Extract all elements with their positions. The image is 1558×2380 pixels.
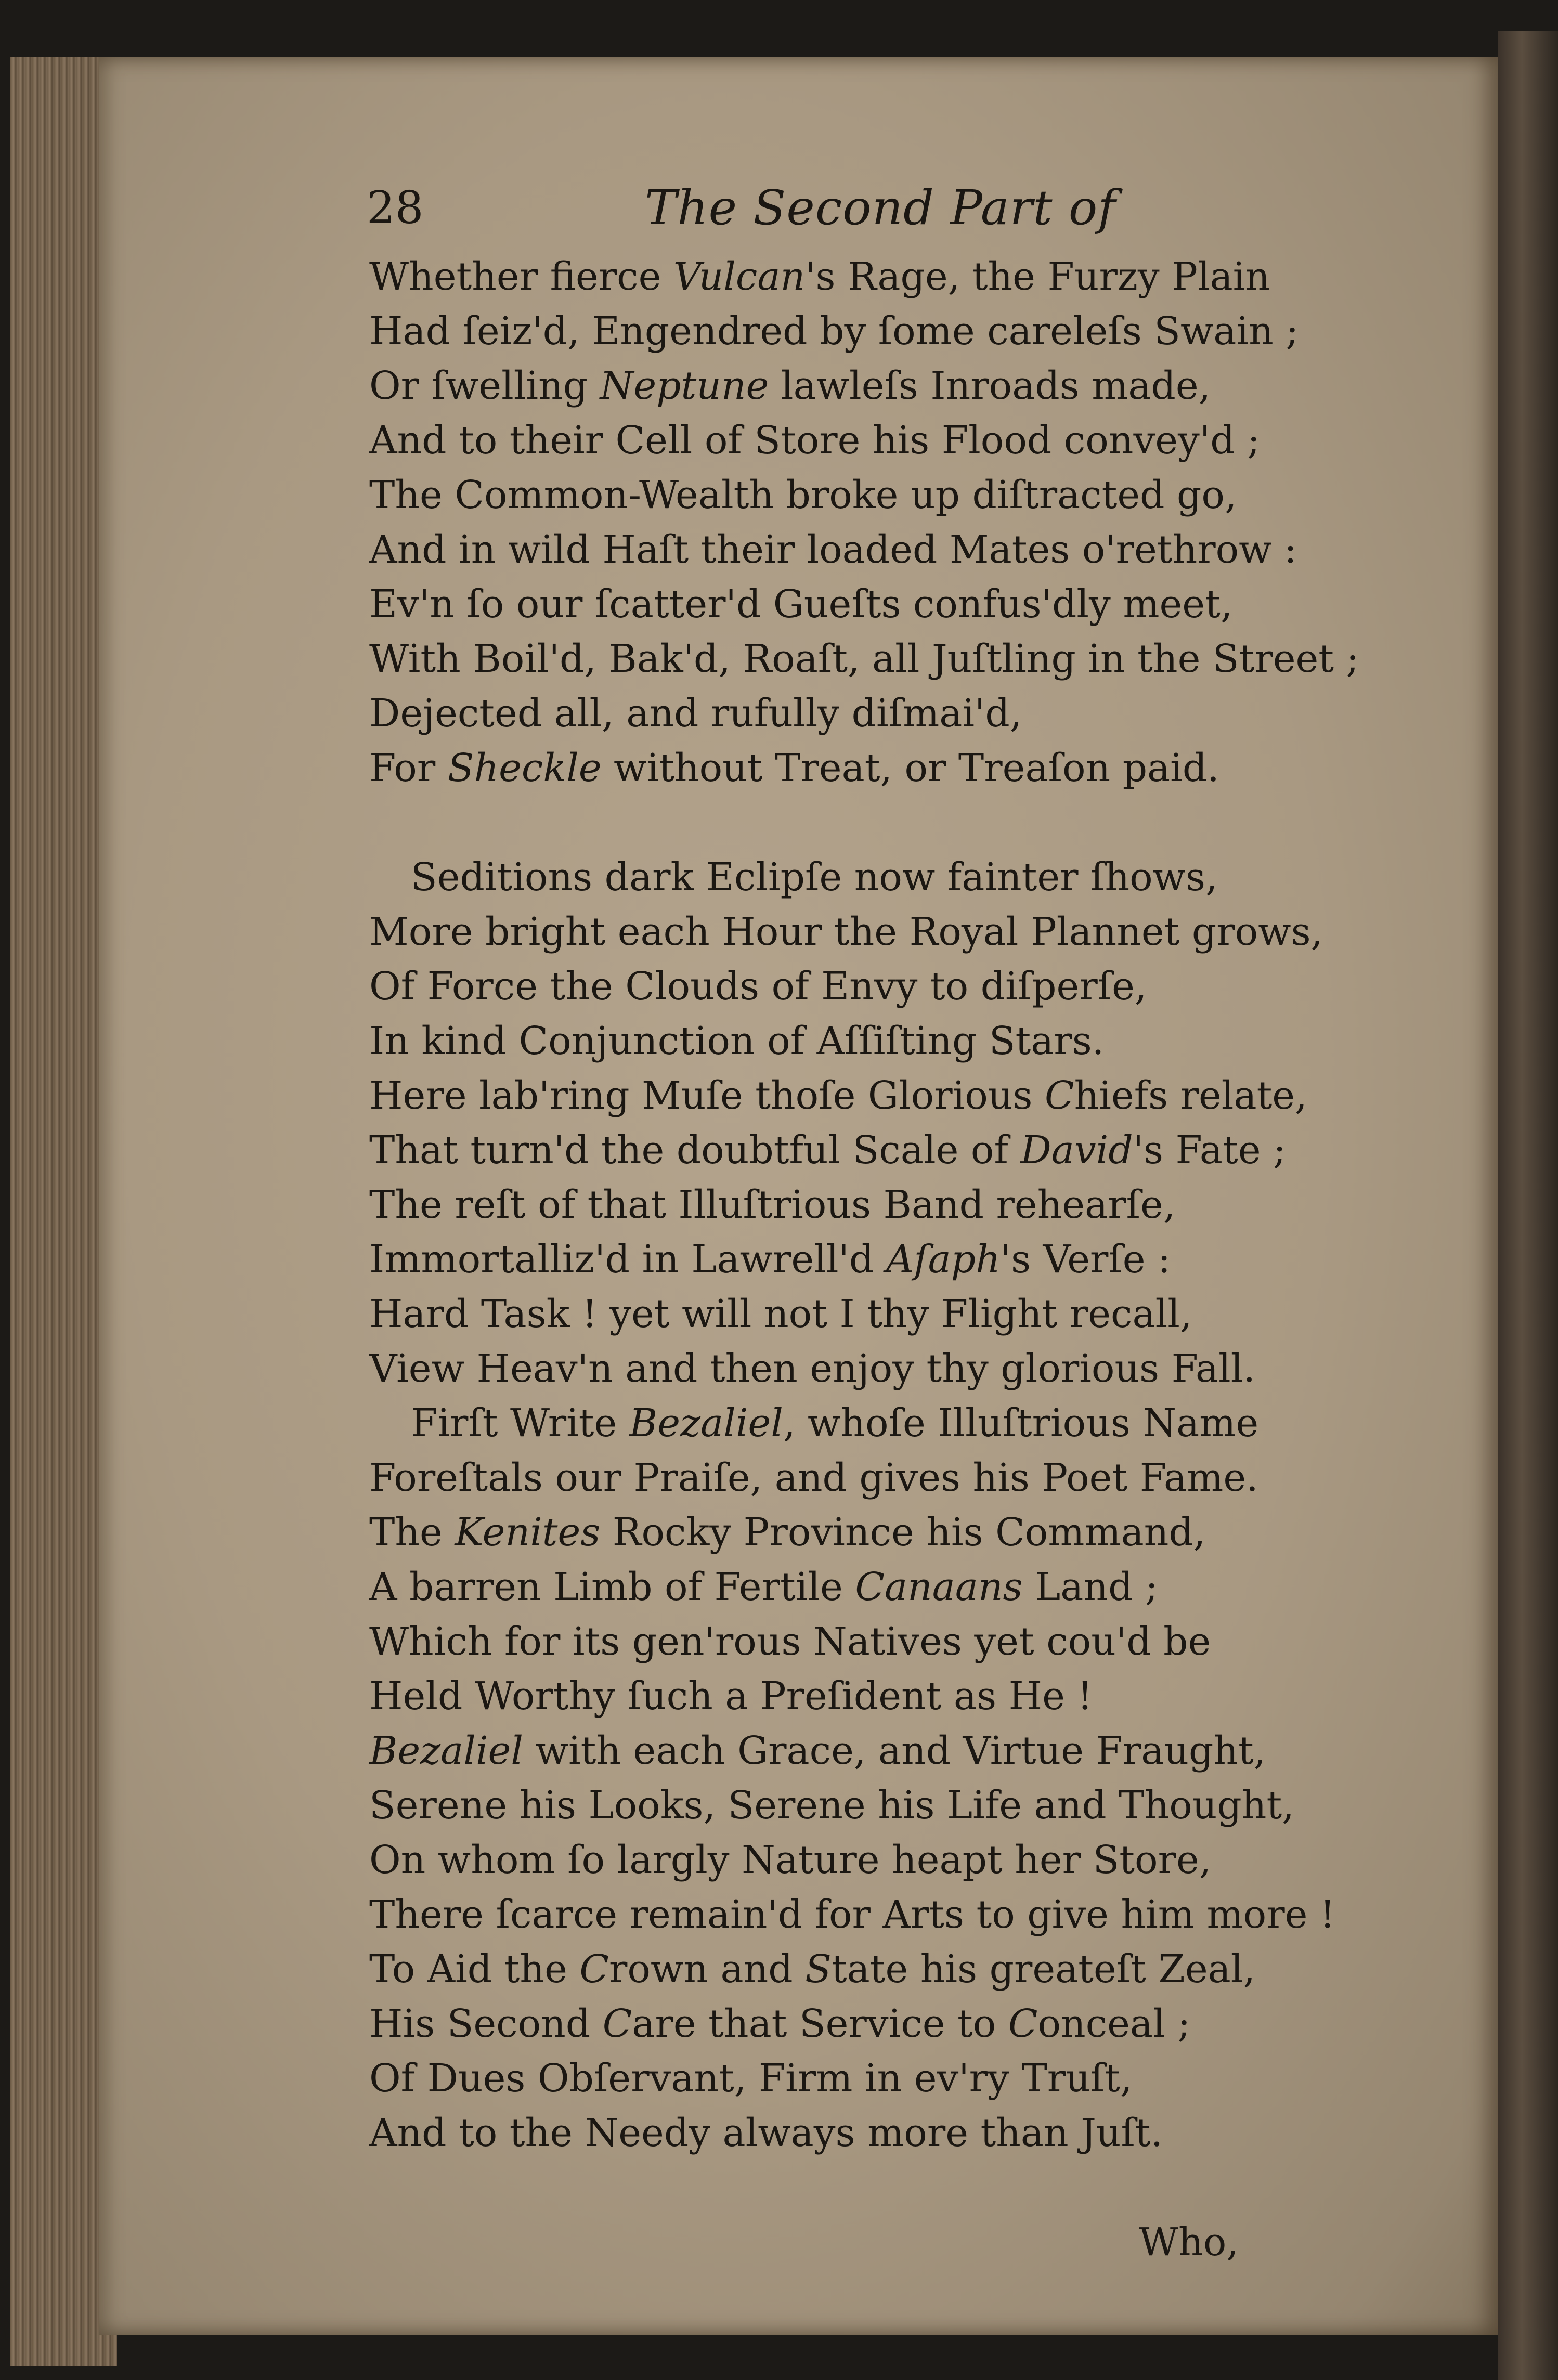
verse-text: Immortalliz'd in Lawrell'd <box>369 1237 886 1282</box>
italic-word: Bezaliel <box>629 1401 783 1446</box>
verse-line <box>369 2106 1409 2161</box>
catchword: Who, <box>1139 2220 1239 2265</box>
italic-word: Kenites <box>455 1510 601 1555</box>
verse-line <box>369 1396 1409 1451</box>
verse-line <box>369 1232 1409 1287</box>
verse-line <box>369 1615 1409 1669</box>
verse-line <box>369 1505 1409 1560</box>
verse-text: Of Dues Obſervant, Firm in ev'ry Truſt, <box>369 2056 1133 2101</box>
verse-text: , whoſe Illuſtrious Name <box>783 1401 1259 1446</box>
verse-line <box>369 1888 1409 1942</box>
verse-text: On whom ſo largly Nature heapt her Store, <box>369 1838 1212 1882</box>
verse-line <box>369 1997 1409 2051</box>
verse-text: lawleſs Inroads made, <box>769 363 1211 408</box>
italic-word: Aſaph <box>886 1237 1001 1282</box>
verse-text: The reſt of that Illuſtrious Band rehearſe, <box>369 1182 1176 1227</box>
verse-text: Dejected all, and rufully diſmai'd, <box>369 691 1022 736</box>
verse-text: His Second <box>369 2001 603 2046</box>
verse-text: tate his greateſt Zeal, <box>831 1947 1255 1992</box>
verse-line <box>369 1178 1409 1232</box>
verse-text: View Heav'n and then enjoy thy glorious Fall. <box>369 1346 1255 1391</box>
page-edge-right <box>1498 31 1558 2380</box>
verse-text: Land ; <box>1022 1565 1158 1609</box>
verse-text: rown and <box>609 1947 806 1992</box>
verse-line <box>369 959 1409 1014</box>
verse-text: Of Force the Clouds of Envy to diſperſe, <box>369 964 1147 1009</box>
verse-line <box>369 1833 1409 1888</box>
book-page <box>99 57 1498 2335</box>
italic-word: David <box>1020 1128 1133 1173</box>
verse-line <box>369 850 1409 905</box>
verse-body <box>369 250 1409 2161</box>
italic-word: C <box>579 1947 609 1992</box>
verse-text: For <box>369 746 448 790</box>
verse-text: And to their Cell of Store his Flood convey'd ; <box>369 418 1261 463</box>
verse-line <box>369 304 1409 359</box>
verse-text: Which for its gen'rous Natives yet cou'd be <box>369 1619 1211 1664</box>
verse-text: Firſt Write <box>411 1401 629 1446</box>
verse-text: More bright each Hour the Royal Plannet grows, <box>369 909 1323 954</box>
verse-text: Or ſwelling <box>369 363 600 408</box>
verse-text: Serene his Looks, Serene his Life and Thought, <box>369 1783 1294 1828</box>
verse-line <box>369 1724 1409 1778</box>
running-head <box>99 172 1498 244</box>
page-title: The Second Part of <box>645 180 1116 236</box>
verse-text: without Treat, or Treaſon paid. <box>601 746 1219 790</box>
verse-line <box>369 1560 1409 1615</box>
verse-line <box>369 905 1409 959</box>
verse-text: With Boil'd, Bak'd, Roaſt, all Juſtling in the Street ; <box>369 636 1359 681</box>
verse-text: 's Fate ; <box>1133 1128 1286 1173</box>
verse-line <box>369 523 1409 577</box>
page-number: 28 <box>367 182 424 234</box>
verse-text: onceal ; <box>1037 2001 1191 2046</box>
verse-text: are that Service to <box>632 2001 1008 2046</box>
verse-text: In kind Conjunction of Aſſiſting Stars. <box>369 1019 1105 1063</box>
verse-text: There ſcarce remain'd for Arts to give him more ! <box>369 1892 1335 1937</box>
verse-line <box>369 1942 1409 1997</box>
verse-line <box>369 1014 1409 1069</box>
verse-line <box>369 1342 1409 1396</box>
verse-text: with each Grace, and Virtue Fraught, <box>523 1728 1266 1773</box>
verse-text: hiefs relate, <box>1074 1073 1307 1118</box>
verse-text: Rocky Province his Command, <box>600 1510 1206 1555</box>
verse-text: The <box>369 1510 455 1555</box>
italic-word: C <box>1044 1073 1074 1118</box>
verse-text: The Common-Wealth broke up diſtracted go, <box>369 473 1237 517</box>
verse-line <box>369 632 1409 686</box>
verse-text: Held Worthy ſuch a Preſident as He ! <box>369 1674 1093 1719</box>
verse-line <box>369 1778 1409 1833</box>
verse-line <box>369 413 1409 468</box>
verse-text: To Aid the <box>369 1947 580 1992</box>
verse-text: Had ſeiz'd, Engendred by ſome careleſs Swain ; <box>369 309 1299 354</box>
stanza-break <box>369 796 1409 850</box>
verse-text: Here lab'ring Muſe thoſe Glorious <box>369 1073 1045 1118</box>
italic-word: C <box>1008 2001 1038 2046</box>
italic-word: Sheckle <box>447 746 602 790</box>
verse-line <box>369 1287 1409 1342</box>
verse-text: Seditions dark Eclipſe now fainter ſhows, <box>411 855 1218 900</box>
verse-text: That turn'd the doubtful Scale of <box>369 1128 1021 1173</box>
verse-text: Whether fierce <box>369 254 673 299</box>
verse-line <box>369 1451 1409 1505</box>
italic-word: Canaans <box>855 1565 1023 1609</box>
italic-word: Neptune <box>600 363 769 408</box>
verse-line <box>369 686 1409 741</box>
italic-word: Vulcan <box>673 254 806 299</box>
verse-text: Foreſtals our Praiſe, and gives his Poet Fame. <box>369 1455 1258 1500</box>
italic-word: S <box>805 1947 832 1992</box>
verse-text: 's Verſe : <box>1000 1237 1171 1282</box>
verse-line <box>369 250 1409 304</box>
verse-line <box>369 468 1409 523</box>
verse-text: Hard Task ! yet will not I thy Flight recall, <box>369 1292 1192 1336</box>
verse-text: And in wild Haſt their loaded Mates o'rethrow : <box>369 527 1297 572</box>
verse-line <box>369 1123 1409 1178</box>
verse-text: A barren Limb of Fertile <box>369 1565 855 1609</box>
verse-line <box>369 2051 1409 2106</box>
verse-line <box>369 741 1409 796</box>
italic-word: Bezaliel <box>369 1728 524 1773</box>
verse-line <box>369 1669 1409 1724</box>
verse-line <box>369 577 1409 632</box>
page-content <box>99 57 1498 2335</box>
italic-word: C <box>602 2001 632 2046</box>
verse-text: 's Rage, the Furzy Plain <box>805 254 1270 299</box>
verse-text: Ev'n ſo our ſcatter'd Gueſts confus'dly meet, <box>369 582 1233 627</box>
verse-line <box>369 359 1409 413</box>
verse-text: And to the Needy always more than Juſt. <box>369 2111 1163 2155</box>
verse-line <box>369 1069 1409 1123</box>
